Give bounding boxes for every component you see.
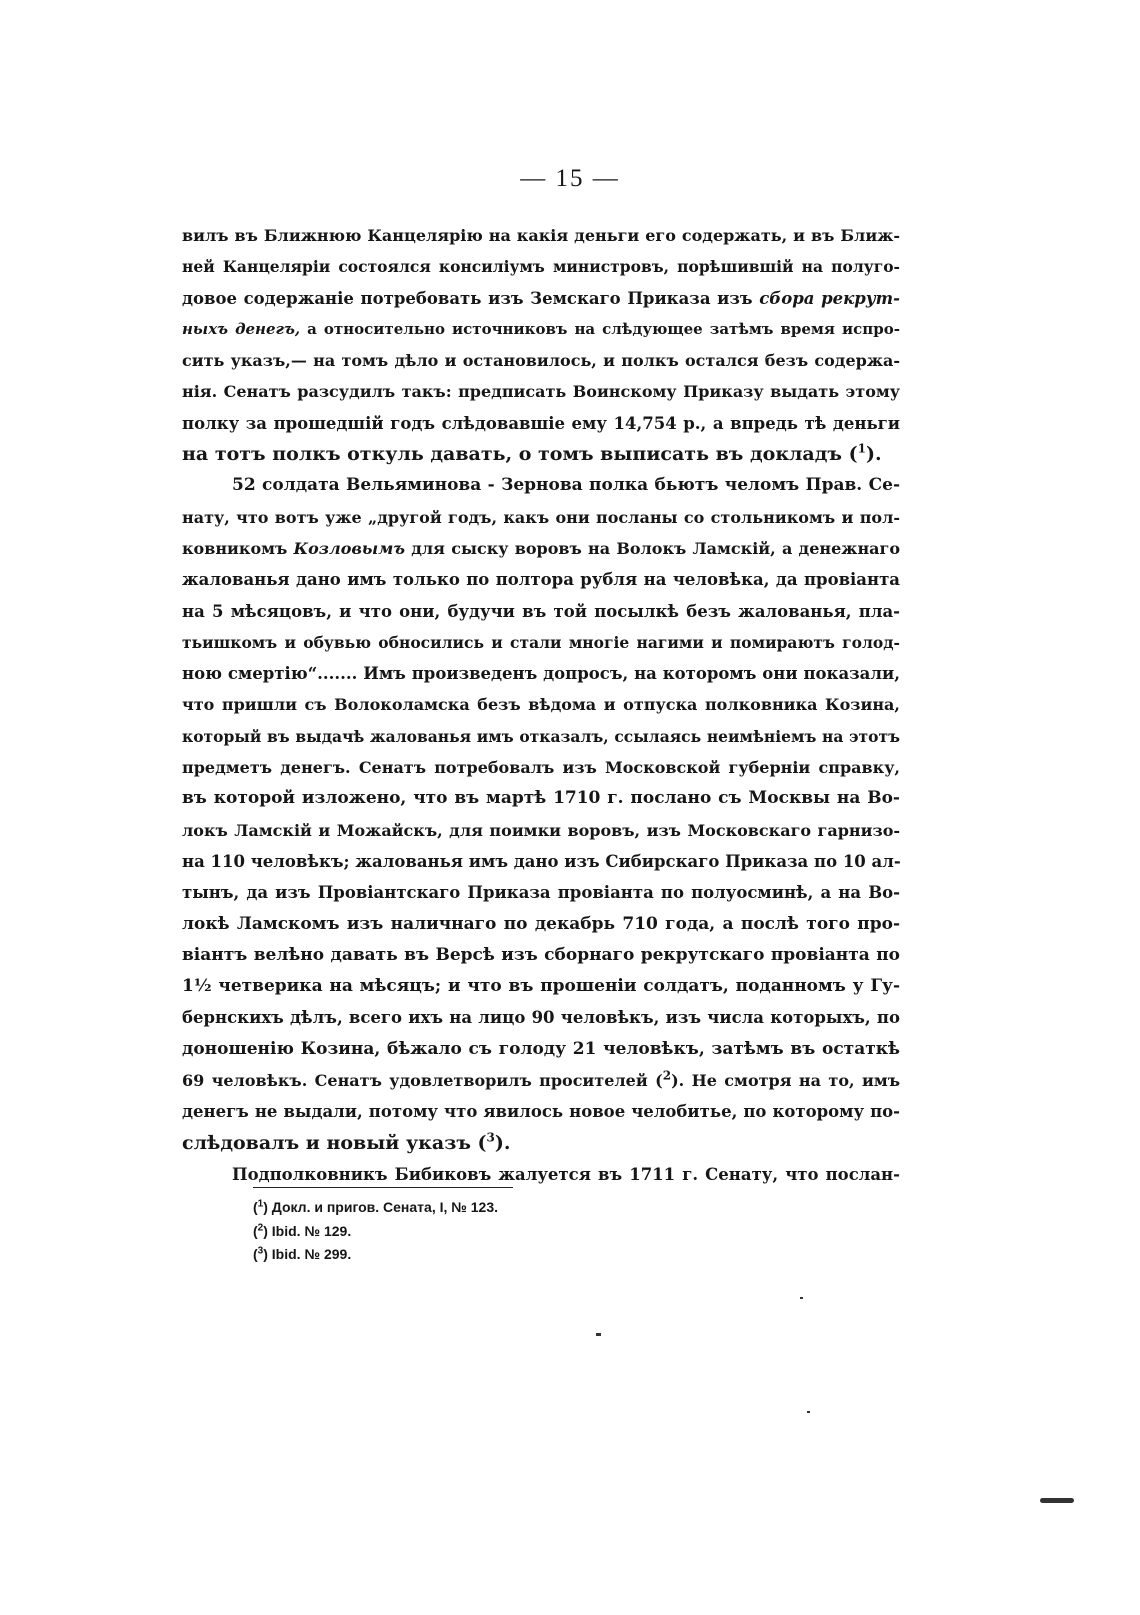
text-line [182, 658, 900, 689]
text-run: сбора рекрут- [759, 288, 900, 308]
text-run: на 5 мѣсяцовъ, и что они, будучи въ той посылкѣ безъ жалованья, пла- [182, 601, 900, 621]
text-run: доношенію Козина, бѣжало съ голоду 21 человѣкъ, затѣмъ въ остаткѣ [182, 1038, 900, 1059]
text-line [182, 846, 900, 877]
footnote: ($^1$) Докл. и пригов. Сената, I, № 123. [253, 1198, 499, 1215]
text-run: слѣдовалъ и новый указъ ( [182, 1131, 487, 1154]
scan-speck [596, 1333, 601, 1336]
text-line [182, 1002, 900, 1033]
footnote: ($^3$) Ibid. № 299. [253, 1245, 352, 1262]
text-run: который въ выдачѣ жалованья имъ отказалъ, ссылаясь неимѣніемъ на этотъ [182, 726, 900, 746]
text-run: ). Не смотря на то, имъ [671, 1071, 901, 1091]
text-line [182, 752, 900, 783]
body-text [182, 220, 900, 1190]
text-run: нату, что вотъ уже „другой годъ, какъ они посланы со стольникомъ и пол- [182, 507, 900, 527]
footnote-text: Ibid. № 129. [267, 1222, 352, 1239]
text-run: 52 солдата Вельяминова - Зернова полка бьютъ челомъ Прав. Се- [232, 475, 900, 496]
text-run: нія. Сенатъ разсудилъ такъ: предписать Воинскому Приказу выдать этому [182, 382, 900, 402]
text-line [182, 564, 900, 595]
text-line [182, 283, 900, 314]
text-run: віантъ велѣно давать въ Версѣ изъ сборнаго рекрутскаго провіанта по [182, 944, 900, 965]
text-run: тынъ, да изъ Провіантскаго Приказа провіанта по полуосминѣ, а на Во- [182, 883, 900, 903]
text-line [182, 689, 900, 720]
text-run: въ которой изложено, что въ мартѣ 1710 г. послано съ Москвы на Во- [182, 788, 900, 809]
text-line [182, 314, 900, 345]
text-run: сить указъ,— на томъ дѣло и остановилось, и полкъ остался безъ содержа- [182, 351, 900, 371]
text-line [182, 877, 900, 908]
text-run: ней Канцеляріи состоялся консиліумъ министровъ, порѣшившій на полуго- [182, 257, 900, 277]
scan-speck [807, 1411, 810, 1413]
text-line [182, 1159, 900, 1190]
text-line [182, 408, 900, 439]
text-line [182, 502, 900, 533]
text-line [182, 1065, 900, 1096]
text-line [182, 815, 900, 846]
text-line [182, 596, 900, 627]
text-line [182, 940, 900, 971]
text-run: что пришли съ Волоколамска безъ вѣдома и отпуска полковника Козина, [182, 695, 900, 715]
text-run: для сыску воровъ на Волокъ Ламскій, а денежнаго [405, 538, 901, 558]
text-run: бернскихъ дѣлъ, всего ихъ на лицо 90 человѣкъ, изъ числа которыхъ, по [182, 1008, 900, 1028]
text-line [182, 1034, 900, 1065]
footnote-mark: 1 [257, 1198, 264, 1210]
text-run: предметъ денегъ. Сенатъ потребовалъ изъ Московской губерніи справку, [182, 758, 900, 778]
text-run: ). [494, 1131, 511, 1154]
footnote-divider [253, 1187, 513, 1188]
text-line [182, 909, 900, 940]
text-run: жалованья дано имъ только по полтора рубля на человѣка, да провіанта [182, 570, 900, 590]
text-line [182, 533, 900, 564]
footnote-text: Ibid. № 299. [267, 1246, 352, 1262]
footnote-mark: 3 [257, 1245, 264, 1257]
text-line [182, 721, 900, 752]
footnote-ref: 3 [486, 1130, 495, 1145]
scan-speck [800, 1297, 803, 1299]
footnote-ref: 2 [662, 1068, 672, 1083]
text-run: Козловымъ [293, 538, 405, 558]
scan-speck [1040, 1498, 1074, 1503]
text-run: полку за прошедшій годъ слѣдовавшіе ему 14,754 р., а впредь тѣ деньги [182, 413, 900, 433]
text-line [182, 470, 900, 501]
text-run: а относительно источниковъ на слѣдующее затѣмъ время испро- [300, 319, 900, 338]
text-run: довое содержаніе потребовать изъ Земскаго Приказа изъ [182, 288, 760, 308]
text-line [182, 971, 900, 1002]
text-run: локъ Ламскій и Можайскъ, для поимки воровъ, изъ Московскаго гарнизо- [182, 820, 900, 840]
text-run: 69 человѣкъ. Сенатъ удовлетворилъ просителей ( [182, 1071, 663, 1091]
text-line [182, 345, 900, 376]
footnote: ($^2$) Ibid. № 129. [253, 1221, 352, 1239]
footnotes [253, 1196, 498, 1267]
text-run: денегъ не выдали, потому что явилось новое челобитье, по которому по- [182, 1102, 900, 1122]
text-run: Подполковникъ Бибиковъ жалуется въ 1711 г. Сенату, что послан- [232, 1164, 900, 1184]
page-number: — 15 — [520, 165, 620, 192]
text-run: 1½ четверика на мѣсяцъ; и что въ прошеніи солдатъ, поданномъ у Гу- [182, 976, 900, 997]
text-run: ною смертію“....... Имъ произведенъ допросъ, на которомъ они показали, [182, 664, 900, 684]
text-line [182, 627, 900, 658]
text-line [182, 1096, 900, 1127]
text-run: на 110 человѣкъ; жалованья имъ дано изъ Сибирскаго Приказа по 10 ал- [182, 851, 901, 871]
text-run: на тотъ полкъ откуль давать, о томъ выписать въ докладъ ( [182, 443, 858, 466]
footnote-text: Докл. и пригов. Сената, I, № 123. [267, 1199, 499, 1215]
footnote-mark: 2 [257, 1221, 264, 1233]
text-line [182, 376, 900, 407]
text-line [182, 1128, 900, 1159]
text-run: ныхъ денегъ, [182, 319, 301, 338]
text-line [182, 220, 900, 251]
text-line [182, 783, 900, 814]
text-run: тьишкомъ и обувью обносились и стали многіе нагими и помираютъ голод- [182, 632, 900, 652]
text-run: вилъ въ Ближнюю Канцелярію на какія деньги его содержать, и въ Ближ- [182, 226, 900, 245]
text-run: ). [865, 443, 882, 466]
text-run: ковникомъ [182, 538, 294, 558]
text-line [182, 439, 900, 470]
text-line [182, 251, 900, 282]
text-run: локѣ Ламскомъ изъ наличнаго по декабрь 710 года, а послѣ того про- [182, 913, 900, 934]
footnote-ref: 1 [857, 441, 866, 456]
